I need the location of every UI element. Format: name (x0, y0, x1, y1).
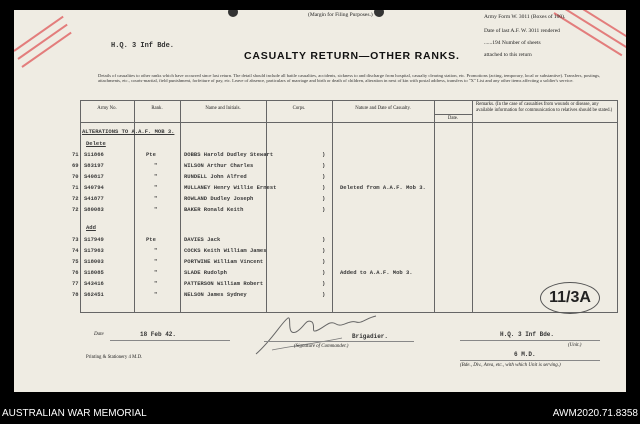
col-header-rank: Rank. (151, 106, 163, 111)
casualty-nature: Added to A.A.F. Mob 3. (340, 269, 413, 276)
soldier-name: ROWLAND Dudley Joseph (184, 195, 254, 202)
col-divider (472, 100, 473, 312)
army-number: S11866 (84, 151, 104, 158)
line-number: 74 (72, 247, 79, 254)
instructions-text: Details of casualties to other ranks which have occurred since last return. The detail should include all battle casualties, accidents, sickness to and discharge from hospital, casualty clearing station, etc. Promotions (acting, temporary, local or substantive). Transfers, postings, attachments, etc., courts-martial, field punishment, forfeiture of pay, etc. Leave of absence, particulars of marriage and birth or death of children, alteration in next of kin with postal address, transfers to "X" List and any other items affecting a soldier's service. (98, 73, 601, 84)
delete-heading: Delete (86, 140, 106, 147)
army-number: S17949 (84, 236, 104, 243)
rank: " (154, 280, 158, 287)
corps-brace: ) (322, 206, 326, 213)
corps-brace: ) (322, 162, 326, 169)
soldier-name: PATTERSON William Robert (184, 280, 264, 287)
corps-brace: ) (322, 291, 326, 298)
rank: " (154, 258, 158, 265)
unit-value: H.Q. 3 Inf Bde. (500, 331, 555, 338)
rank: " (154, 162, 158, 169)
line-number: 69 (72, 162, 79, 169)
corps-brace: ) (322, 247, 326, 254)
rank: " (154, 184, 158, 191)
division-underline (460, 360, 600, 361)
rank: " (154, 269, 158, 276)
rank: " (154, 173, 158, 180)
table-top-border (80, 100, 618, 101)
caption-accession: AWM2020.71.8358 (552, 408, 638, 419)
reference-stamp: 11/3A (540, 282, 600, 314)
caption-institution: AUSTRALIAN WAR MEMORIAL (2, 408, 147, 419)
date-label: Date (94, 332, 104, 337)
soldier-name: SLADE Rudolph (184, 269, 227, 276)
army-number: S62451 (84, 291, 104, 298)
corps-brace: ) (322, 151, 326, 158)
col-divider (434, 100, 435, 312)
table-left-border (80, 100, 81, 312)
date-subheader-line (434, 114, 472, 115)
division-value: 6 M.D. (514, 351, 536, 358)
unit-label: (Unit.) (568, 343, 582, 348)
red-mark-right (569, 10, 626, 39)
soldier-name: PORTWINE William Vincent (184, 258, 264, 265)
date-value: 18 Feb 42. (140, 331, 177, 338)
attached-line: attached to this return (484, 52, 532, 58)
signature-label: (Signature of Commander.) (294, 344, 349, 349)
add-heading: Add (86, 224, 96, 231)
corps-brace: ) (322, 258, 326, 265)
rank: Pte (146, 236, 156, 243)
date-underline (110, 340, 230, 341)
line-number: 71 (72, 184, 79, 191)
col-header-army-no: Army No. (97, 106, 117, 111)
red-mark-left (14, 16, 64, 52)
army-number: S40817 (84, 173, 104, 180)
rank: " (154, 291, 158, 298)
soldier-name: COCKS Keith William James (184, 247, 267, 254)
line-number: 71 (72, 151, 79, 158)
soldier-name: WILSON Arthur Charles (184, 162, 254, 169)
army-number: S43416 (84, 280, 104, 287)
soldier-name: DOBBS Harold Dudley Stewart (184, 151, 274, 158)
line-number: 75 (72, 258, 79, 265)
unit-underline (460, 340, 600, 341)
table-right-border (617, 100, 618, 312)
corps-brace: ) (322, 280, 326, 287)
casualty-nature: Deleted from A.A.F. Mob 3. (340, 184, 426, 191)
col-divider (180, 100, 181, 312)
soldier-name: MULLANEY Henry Willie Ernest (184, 184, 277, 191)
rank: " (154, 195, 158, 202)
line-number: 76 (72, 269, 79, 276)
col-header-remarks: Remarks. (In the case of casualties from wounds or disease, any available information for communication to relatives should be stated.) (476, 102, 613, 113)
line-number: 72 (72, 195, 79, 202)
division-label: (Bde., Div., Area, etc., with which Unit is serving.) (460, 363, 561, 368)
commander-rank: Brigadier. (352, 333, 389, 340)
soldier-name: NELSON James Sydney (184, 291, 247, 298)
year-sheets-line: ......194 Number of sheets (484, 40, 541, 46)
corps-brace: ) (322, 269, 326, 276)
punch-hole (374, 10, 384, 17)
army-number: S18003 (84, 258, 104, 265)
rank: " (154, 247, 158, 254)
punch-hole (228, 10, 238, 17)
line-number: 77 (72, 280, 79, 287)
printer-note: Printing & Stationery 4 M.D. (86, 355, 143, 360)
army-number: S41877 (84, 195, 104, 202)
alteration-heading: ALTERATIONS TO A.A.F. MOB 3. (82, 128, 175, 135)
line-number: 73 (72, 236, 79, 243)
army-number: S83197 (84, 162, 104, 169)
soldier-name: DAVIES Jack (184, 236, 221, 243)
date-last-return: Date of last A.F. W. 3011 rendered (484, 28, 560, 34)
col-header-nature: Nature and Date of Casualty. (355, 106, 411, 111)
corps-brace: ) (322, 195, 326, 202)
line-number: 78 (72, 291, 79, 298)
soldier-name: BAKER Ronald Keith (184, 206, 244, 213)
rank: " (154, 206, 158, 213)
army-form-label: Army Form W. 3011 (Boxes of 100). (484, 14, 566, 20)
rank: Pte (146, 151, 156, 158)
line-number: 70 (72, 173, 79, 180)
army-number: S18085 (84, 269, 104, 276)
army-number: S17963 (84, 247, 104, 254)
corps-brace: ) (322, 173, 326, 180)
army-number: S40794 (84, 184, 104, 191)
col-divider (266, 100, 267, 312)
soldier-name: RUNDELL John Alfred (184, 173, 247, 180)
document-sheet (14, 10, 626, 392)
line-number: 72 (72, 206, 79, 213)
page-title: CASUALTY RETURN—OTHER RANKS. (244, 50, 460, 62)
corps-brace: ) (322, 184, 326, 191)
col-header-name: Name and Initials. (205, 106, 241, 111)
col-header-corps: Corps. (292, 106, 306, 111)
army-number: S80083 (84, 206, 104, 213)
signature-underline (264, 341, 414, 342)
col-divider (332, 100, 333, 312)
margin-note: (Margin for Filing Purposes.) (308, 12, 373, 18)
corps-brace: ) (322, 236, 326, 243)
unit-typed: H.Q. 3 Inf Bde. (111, 42, 175, 50)
table-header-border (80, 122, 618, 123)
col-header-date: Date. (447, 116, 459, 121)
